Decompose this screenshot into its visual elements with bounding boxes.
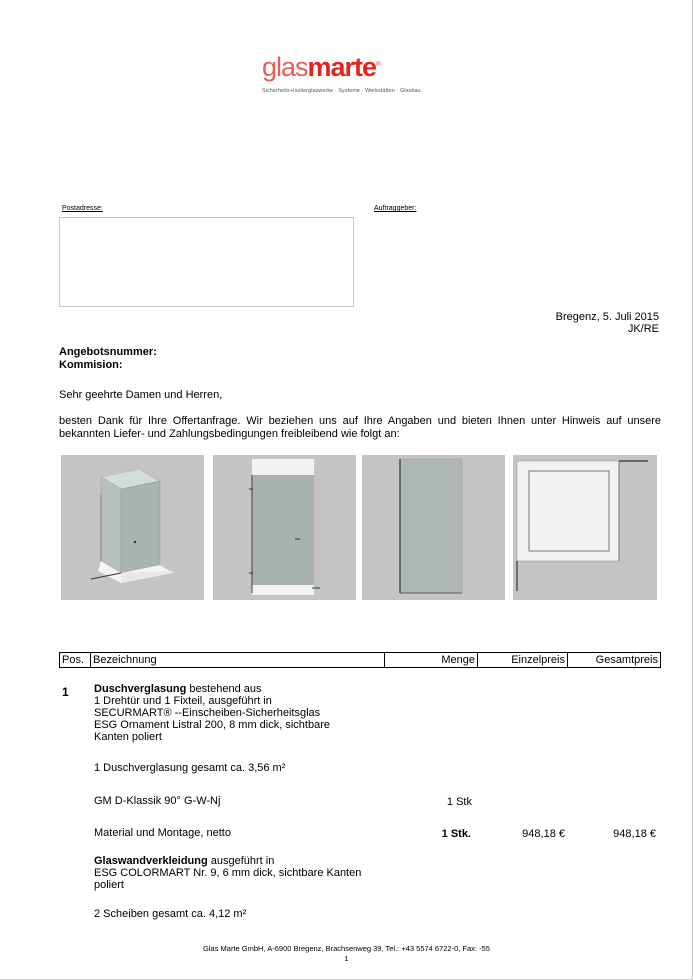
position-title: Duschverglasung bestehend aus [94, 683, 262, 695]
item-qty: 1 Stk [446, 796, 472, 808]
auftraggeber-label: Auftraggeber: [374, 205, 417, 212]
position-line: 1 Drehtür und 1 Fixteil, ausgeführt in [94, 695, 272, 707]
material-total-price: 948,18 € [613, 828, 656, 840]
greeting: Sehr geehrte Damen und Herren, [59, 389, 223, 401]
header-gesamtpreis: Gesamtpreis [595, 654, 658, 666]
cladding-line: ESG COLORMART Nr. 9, 6 mm dick, sichtbare Kanten [94, 867, 362, 879]
material-label: Material und Montage, netto [94, 827, 231, 839]
cladding-title: Glaswandverkleidung ausgeführt in [94, 855, 275, 867]
header-pos: Pos. [60, 653, 91, 667]
material-qty: 1 Stk. [441, 828, 471, 840]
positions-table-header [59, 652, 661, 668]
address-box [59, 217, 354, 307]
position-number: 1 [62, 685, 69, 699]
material-unit-price: 948,18 € [522, 828, 565, 840]
shower-top-view-image [513, 455, 657, 600]
footer-page-number: 1 [344, 954, 349, 963]
shower-side-image [362, 455, 505, 600]
angebotsnummer-label: Angebotsnummer: [59, 346, 157, 358]
header-einzelpreis: Einzelpreis [478, 653, 568, 667]
logo-wordmark: glasmarte® [262, 52, 380, 82]
place-date: Bregenz, 5. Juli 2015 [555, 311, 659, 323]
postadresse-label: Postadresse: [62, 205, 103, 212]
shower-front-image [213, 455, 356, 600]
position-line: ESG Ornament Listral 200, 8 mm dick, sichtbare [94, 719, 330, 731]
kommision-label: Kommision: [59, 359, 123, 371]
footer-company-line: Glas Marte GmbH, A-6900 Bregenz, Brachsenweg 39, Tel.: +43 5574 6722-0, Fax: -55 [203, 944, 490, 953]
cladding-line: poliert [94, 879, 124, 891]
header-menge: Menge [385, 653, 478, 667]
position-line: Kanten poliert [94, 731, 162, 743]
company-logo [262, 50, 422, 98]
position-line: SECURMART® --Einscheiben-Sicherheitsglas [94, 707, 321, 719]
initials: JK/RE [627, 323, 659, 335]
cladding-area: 2 Scheiben gesamt ca. 4,12 m² [94, 908, 247, 920]
header-bezeichnung: Bezeichnung [91, 653, 385, 667]
intro-paragraph: besten Dank für Ihre Offertanfrage. Wir beziehen uns auf Ihre Angaben und bieten Ihnen unter Hinweis auf unsere bekannten Liefer- und Zahlungsbedingungen freibleibend wie folgt an: [59, 415, 661, 440]
position-total-area: 1 Duschverglasung gesamt ca. 3,56 m² [94, 762, 286, 774]
shower-3d-image [61, 455, 204, 600]
logo-tagline: Sicherheits+Isolierglaswerke · Systeme · Werkstätten · Glasbau [262, 88, 421, 94]
item-name: GM D-Klassik 90° G-W-Nj [94, 795, 221, 807]
